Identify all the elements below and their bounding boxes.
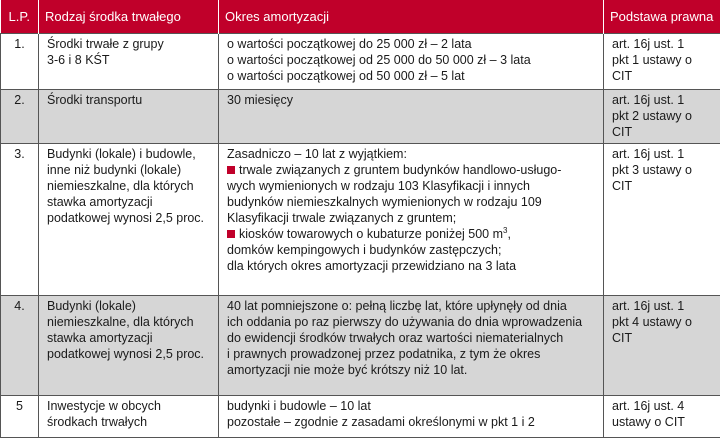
table-row <box>1 144 720 296</box>
table-row <box>1 90 720 144</box>
row-number: 5 <box>1 396 39 438</box>
asset-type-cell: Środki trwałe z grupy 3-6 i 8 KŚT <box>39 34 219 90</box>
period-cell: o wartości początkowej do 25 000 zł – 2 lata o wartości początkowej od 25 000 do 50 000 zł – 3 lata o wartości początkowej od 50 000 zł – 5 lat <box>219 34 604 90</box>
row-number: 1. <box>1 34 39 90</box>
row-number: 4. <box>1 296 39 396</box>
legal-basis-cell: art. 16j ust. 1 pkt 4 ustawy o CIT <box>604 296 720 396</box>
asset-type-cell: Inwestycje w obcych środkach trwałych <box>39 396 219 438</box>
bullet-square-icon <box>227 166 235 174</box>
bullet-square-icon <box>227 230 235 238</box>
period-cell: Zasadniczo – 10 lat z wyjątkiem: trwale związanych z gruntem budynków handlowo-usługo- wych wymienionych w rodzaju 103 Klasyfikacji i innych budynków niemieszkalnych wymienionych w rodzaju 109 Klasyfikacji trwale związanych z gruntem; kiosków towarowych o kubaturze poniżej 500 $m^3$, domków kempingowych i budynków zastępczych; dla których okres amortyzacji przewidziano na 3 lata <box>219 144 604 296</box>
header-row <box>1 0 720 34</box>
asset-type-cell: Budynki (lokale) i budowle, inne niż budynki (lokale) niemieszkalne, dla których stawka amortyzacji podatkowej wynosi 2,5 proc. <box>39 144 219 296</box>
asset-type-cell: Środki transportu <box>39 90 219 144</box>
table-row <box>1 396 720 438</box>
table-row <box>1 296 720 396</box>
row-number: 3. <box>1 144 39 296</box>
period-cell: 40 lat pomniejszone o: pełną liczbę lat, które upłynęły od dnia ich oddania po raz pierwszy do używania do dnia wprowadzenia do ewidencji środków trwałych oraz wartości niematerialnych i prawnych prowadzonej przez podatnika, z tym że okres amortyzacji nie może być krótszy niż 10 lat. <box>219 296 604 396</box>
table-row <box>1 34 720 90</box>
header-podstawa: Podstawa prawna <box>604 0 720 34</box>
legal-basis-cell: art. 16j ust. 1 pkt 2 ustawy o CIT <box>604 90 720 144</box>
header-lp: L.P. <box>1 0 39 34</box>
header-rodzaj: Rodzaj środka trwałego <box>39 0 219 34</box>
legal-basis-cell: art. 16j ust. 1 pkt 1 ustawy o CIT <box>604 34 720 90</box>
asset-type-cell: Budynki (lokale) niemieszkalne, dla których stawka amortyzacji podatkowej wynosi 2,5 proc. <box>39 296 219 396</box>
period-cell: budynki i budowle – 10 lat pozostałe – zgodnie z zasadami określonymi w pkt 1 i 2 <box>219 396 604 438</box>
header-okres: Okres amortyzacji <box>219 0 604 34</box>
legal-basis-cell: art. 16j ust. 4 ustawy o CIT <box>604 396 720 438</box>
period-cell: 30 miesięcy <box>219 90 604 144</box>
legal-basis-cell: art. 16j ust. 1 pkt 3 ustawy o CIT <box>604 144 720 296</box>
row-number: 2. <box>1 90 39 144</box>
